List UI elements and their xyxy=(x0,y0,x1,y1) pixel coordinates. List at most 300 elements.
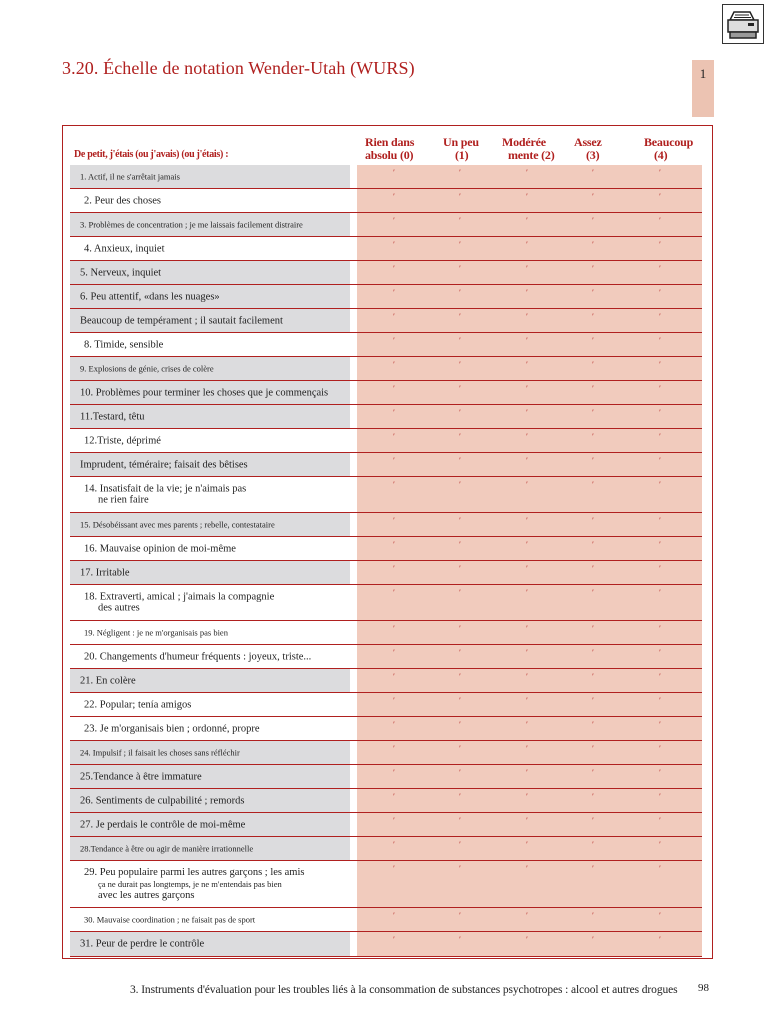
item-main-text: 3. Problèmes de concentration ; je me laissais facilement distraire xyxy=(80,218,303,229)
item-label-cell xyxy=(70,261,350,284)
answer-cells xyxy=(357,453,702,476)
item-text xyxy=(80,675,136,687)
rating-option-0[interactable]: ʹ xyxy=(393,696,395,705)
rating-option-2[interactable]: ʹ xyxy=(526,792,528,801)
rating-option-2[interactable]: ʹ xyxy=(526,648,528,657)
rating-option-2[interactable]: ʹ xyxy=(526,336,528,345)
rating-option-4[interactable]: ʹ xyxy=(659,360,661,369)
column-header xyxy=(644,136,693,162)
table-row xyxy=(70,621,702,645)
item-label-cell xyxy=(70,189,350,212)
item-main-text: 23. Je m'organisais bien ; ordonné, propre xyxy=(84,722,260,734)
item-label-cell xyxy=(70,693,350,716)
rating-option-3[interactable]: ʹ xyxy=(592,168,594,177)
rating-option-4[interactable]: ʹ xyxy=(659,768,661,777)
item-main-text: 26. Sentiments de culpabilité ; remords xyxy=(80,794,245,806)
rating-option-1[interactable]: ʹ xyxy=(459,792,461,801)
rating-option-0[interactable]: ʹ xyxy=(393,911,395,920)
item-main-text: 18. Extraverti, amical ; j'aimais la compagnie xyxy=(84,591,275,602)
table-row xyxy=(70,837,702,861)
column-header-line2: mente (2) xyxy=(508,148,555,162)
rating-option-4[interactable]: ʹ xyxy=(659,588,661,597)
item-main-text: 6. Peu attentif, «dans les nuages» xyxy=(80,290,220,302)
answer-cells xyxy=(357,717,702,740)
rating-option-0[interactable]: ʹ xyxy=(393,935,395,944)
rating-option-1[interactable]: ʹ xyxy=(459,312,461,321)
item-text xyxy=(80,363,214,375)
rating-option-2[interactable]: ʹ xyxy=(526,216,528,225)
rating-option-0[interactable]: ʹ xyxy=(393,360,395,369)
rating-option-2[interactable]: ʹ xyxy=(526,696,528,705)
item-text xyxy=(80,291,220,303)
table-row xyxy=(70,309,702,333)
rating-option-2[interactable]: ʹ xyxy=(526,672,528,681)
item-main-text: 12.Triste, déprimé xyxy=(84,434,161,446)
table-row xyxy=(70,585,702,621)
answer-cells xyxy=(357,189,702,212)
rating-option-3[interactable]: ʹ xyxy=(592,911,594,920)
item-text xyxy=(80,459,248,471)
rating-option-4[interactable]: ʹ xyxy=(659,816,661,825)
rating-option-4[interactable]: ʹ xyxy=(659,911,661,920)
rating-option-0[interactable]: ʹ xyxy=(393,216,395,225)
table-row xyxy=(70,669,702,693)
rating-option-2[interactable]: ʹ xyxy=(526,456,528,465)
rating-option-4[interactable]: ʹ xyxy=(659,432,661,441)
answer-cells xyxy=(357,908,702,931)
rating-option-3[interactable]: ʹ xyxy=(592,432,594,441)
rating-option-0[interactable]: ʹ xyxy=(393,192,395,201)
item-main-text: 28.Tendance à être ou agir de manière irrationnelle xyxy=(80,842,254,853)
rating-option-4[interactable]: ʹ xyxy=(659,480,661,489)
item-main-text: 11.Testard, têtu xyxy=(80,410,145,422)
rating-option-0[interactable]: ʹ xyxy=(393,588,395,597)
answer-cells xyxy=(357,381,702,404)
answer-cells xyxy=(357,309,702,332)
answer-cells xyxy=(357,932,702,956)
row-label-header: De petit, j'étais (ou j'avais) (ou j'étais) : xyxy=(74,149,229,160)
item-text xyxy=(80,819,245,831)
item-main-text: 20. Changements d'humeur fréquents : joyeux, triste... xyxy=(84,650,312,662)
rating-option-3[interactable]: ʹ xyxy=(592,516,594,525)
item-main-text: 5. Nerveux, inquiet xyxy=(80,266,162,278)
rating-option-1[interactable]: ʹ xyxy=(459,432,461,441)
rating-option-4[interactable]: ʹ xyxy=(659,792,661,801)
rating-option-0[interactable]: ʹ xyxy=(393,312,395,321)
item-label-cell xyxy=(70,789,350,812)
item-label-cell xyxy=(70,585,350,620)
rating-option-1[interactable]: ʹ xyxy=(459,456,461,465)
rating-option-4[interactable]: ʹ xyxy=(659,216,661,225)
table-row xyxy=(70,429,702,453)
answer-cells xyxy=(357,237,702,260)
item-text xyxy=(84,339,163,351)
rating-option-3[interactable]: ʹ xyxy=(592,935,594,944)
table-row xyxy=(70,381,702,405)
rating-option-0[interactable]: ʹ xyxy=(393,516,395,525)
rating-option-3[interactable]: ʹ xyxy=(592,480,594,489)
rating-option-0[interactable]: ʹ xyxy=(393,744,395,753)
rating-option-2[interactable]: ʹ xyxy=(526,432,528,441)
rating-option-4[interactable]: ʹ xyxy=(659,624,661,633)
rating-option-4[interactable]: ʹ xyxy=(659,408,661,417)
table-row xyxy=(70,789,702,813)
item-main-text: Beaucoup de tempérament ; il sautait facilement xyxy=(80,314,283,326)
item-text xyxy=(80,843,253,855)
rating-option-3[interactable]: ʹ xyxy=(592,540,594,549)
item-label-cell xyxy=(70,357,350,380)
rating-option-3[interactable]: ʹ xyxy=(592,588,594,597)
item-text xyxy=(84,243,165,255)
rating-option-2[interactable]: ʹ xyxy=(526,312,528,321)
item-text xyxy=(80,411,144,423)
item-main-text: 16. Mauvaise opinion de moi-même xyxy=(84,542,236,554)
item-label-cell xyxy=(70,453,350,476)
item-label-cell xyxy=(70,429,350,452)
answer-cells xyxy=(357,513,702,536)
rating-option-2[interactable]: ʹ xyxy=(526,516,528,525)
answer-cells xyxy=(357,585,702,620)
rating-option-0[interactable]: ʹ xyxy=(393,540,395,549)
rating-option-4[interactable]: ʹ xyxy=(659,744,661,753)
table-row xyxy=(70,861,702,908)
rating-option-2[interactable]: ʹ xyxy=(526,408,528,417)
column-header-line2: (1) xyxy=(455,148,469,162)
rating-option-3[interactable]: ʹ xyxy=(592,216,594,225)
page-tab: 1 xyxy=(692,60,714,117)
column-header-line2: (4) xyxy=(654,148,668,162)
rating-option-2[interactable]: ʹ xyxy=(526,168,528,177)
rating-option-1[interactable]: ʹ xyxy=(459,240,461,249)
print-button[interactable] xyxy=(722,4,764,44)
item-label-cell xyxy=(70,741,350,764)
column-header xyxy=(365,136,414,162)
table-row xyxy=(70,645,702,669)
table-row xyxy=(70,285,702,309)
rating-option-3[interactable]: ʹ xyxy=(592,816,594,825)
page-title: 3.20. Échelle de notation Wender-Utah (WURS) xyxy=(62,58,415,78)
column-header-line1: Rien dans xyxy=(365,135,415,149)
rating-option-2[interactable]: ʹ xyxy=(526,240,528,249)
rating-option-2[interactable]: ʹ xyxy=(526,360,528,369)
rating-option-1[interactable]: ʹ xyxy=(459,408,461,417)
item-label-cell xyxy=(70,561,350,584)
rating-option-1[interactable]: ʹ xyxy=(459,768,461,777)
rating-option-0[interactable]: ʹ xyxy=(393,456,395,465)
item-sub-text: des autres xyxy=(98,602,140,614)
column-header-line1: Assez xyxy=(574,135,602,149)
item-label-cell xyxy=(70,645,350,668)
item-label-cell xyxy=(70,285,350,308)
answer-cells xyxy=(357,405,702,428)
rating-option-2[interactable]: ʹ xyxy=(526,264,528,273)
rating-option-2[interactable]: ʹ xyxy=(526,935,528,944)
rating-option-2[interactable]: ʹ xyxy=(526,192,528,201)
rating-option-4[interactable]: ʹ xyxy=(659,240,661,249)
rating-option-2[interactable]: ʹ xyxy=(526,564,528,573)
rating-option-0[interactable]: ʹ xyxy=(393,480,395,489)
answer-cells xyxy=(357,333,702,356)
item-label-cell xyxy=(70,237,350,260)
rating-option-4[interactable]: ʹ xyxy=(659,312,661,321)
rating-option-3[interactable]: ʹ xyxy=(592,720,594,729)
rating-option-2[interactable]: ʹ xyxy=(526,864,528,873)
rating-option-0[interactable]: ʹ xyxy=(393,792,395,801)
rating-option-0[interactable]: ʹ xyxy=(393,336,395,345)
item-text xyxy=(84,867,304,902)
rating-option-3[interactable]: ʹ xyxy=(592,312,594,321)
rating-option-1[interactable]: ʹ xyxy=(459,216,461,225)
rating-option-4[interactable]: ʹ xyxy=(659,192,661,201)
rating-option-2[interactable]: ʹ xyxy=(526,480,528,489)
rating-option-2[interactable]: ʹ xyxy=(526,720,528,729)
rating-option-3[interactable]: ʹ xyxy=(592,696,594,705)
rating-option-4[interactable]: ʹ xyxy=(659,516,661,525)
rating-option-0[interactable]: ʹ xyxy=(393,240,395,249)
table-row xyxy=(70,189,702,213)
column-header-line2: (3) xyxy=(586,148,600,162)
rating-option-0[interactable]: ʹ xyxy=(393,624,395,633)
column-header-line1: Modérée xyxy=(502,135,546,149)
rating-option-4[interactable]: ʹ xyxy=(659,264,661,273)
rating-option-0[interactable]: ʹ xyxy=(393,288,395,297)
table-row xyxy=(70,513,702,537)
table-row xyxy=(70,453,702,477)
item-label-cell xyxy=(70,908,350,931)
item-label-cell xyxy=(70,765,350,788)
rating-option-0[interactable]: ʹ xyxy=(393,816,395,825)
rating-option-1[interactable]: ʹ xyxy=(459,624,461,633)
rating-option-2[interactable]: ʹ xyxy=(526,911,528,920)
column-header xyxy=(502,136,555,162)
column-header-line1: Beaucoup xyxy=(644,135,694,149)
item-label-cell xyxy=(70,213,350,236)
table-row xyxy=(70,765,702,789)
item-label-cell xyxy=(70,837,350,860)
item-label-cell xyxy=(70,537,350,560)
rating-option-2[interactable]: ʹ xyxy=(526,288,528,297)
rating-option-3[interactable]: ʹ xyxy=(592,288,594,297)
rating-option-3[interactable]: ʹ xyxy=(592,408,594,417)
rating-option-3[interactable]: ʹ xyxy=(592,384,594,393)
answer-cells xyxy=(357,837,702,860)
rating-option-3[interactable]: ʹ xyxy=(592,840,594,849)
item-main-text: 10. Problèmes pour terminer les choses que je commençais xyxy=(80,386,329,398)
rating-option-1[interactable]: ʹ xyxy=(459,480,461,489)
page-number: 98 xyxy=(698,982,709,994)
item-main-text: 21. En colère xyxy=(80,674,136,686)
item-text xyxy=(80,747,240,759)
column-header xyxy=(443,136,479,162)
rating-option-4[interactable]: ʹ xyxy=(659,648,661,657)
printer-icon xyxy=(726,9,760,41)
rating-option-0[interactable]: ʹ xyxy=(393,168,395,177)
item-main-text: 25.Tendance à être immature xyxy=(80,770,202,782)
rating-option-3[interactable]: ʹ xyxy=(592,360,594,369)
rating-option-3[interactable]: ʹ xyxy=(592,624,594,633)
rating-option-4[interactable]: ʹ xyxy=(659,384,661,393)
item-text xyxy=(80,171,180,183)
rating-option-1[interactable]: ʹ xyxy=(459,840,461,849)
answer-cells xyxy=(357,645,702,668)
rating-option-3[interactable]: ʹ xyxy=(592,672,594,681)
item-label-cell xyxy=(70,513,350,536)
item-text xyxy=(80,567,130,579)
rating-option-2[interactable]: ʹ xyxy=(526,744,528,753)
rating-option-2[interactable]: ʹ xyxy=(526,384,528,393)
item-main-text: 29. Peu populaire parmi les autres garçons ; les amis xyxy=(84,866,305,878)
answer-cells xyxy=(357,693,702,716)
rating-option-1[interactable]: ʹ xyxy=(459,911,461,920)
rating-option-4[interactable]: ʹ xyxy=(659,288,661,297)
item-text xyxy=(80,219,303,231)
rating-option-4[interactable]: ʹ xyxy=(659,864,661,873)
table-row xyxy=(70,261,702,285)
rating-option-0[interactable]: ʹ xyxy=(393,564,395,573)
rating-option-3[interactable]: ʹ xyxy=(592,864,594,873)
rating-option-3[interactable]: ʹ xyxy=(592,264,594,273)
rating-option-1[interactable]: ʹ xyxy=(459,264,461,273)
rating-option-4[interactable]: ʹ xyxy=(659,840,661,849)
rating-option-4[interactable]: ʹ xyxy=(659,672,661,681)
item-main-text: 9. Explosions de génie, crises de colère xyxy=(80,362,214,373)
item-text xyxy=(80,519,275,531)
rating-option-3[interactable]: ʹ xyxy=(592,648,594,657)
item-text xyxy=(80,771,202,783)
item-sub-text: avec les autres garçons xyxy=(98,889,195,901)
item-text xyxy=(84,591,274,614)
item-main-text: 4. Anxieux, inquiet xyxy=(84,242,165,254)
table-row xyxy=(70,213,702,237)
rating-option-1[interactable]: ʹ xyxy=(459,672,461,681)
rating-option-1[interactable]: ʹ xyxy=(459,648,461,657)
answer-cells xyxy=(357,285,702,308)
rating-option-3[interactable]: ʹ xyxy=(592,792,594,801)
rating-option-2[interactable]: ʹ xyxy=(526,624,528,633)
rating-option-1[interactable]: ʹ xyxy=(459,192,461,201)
rating-option-0[interactable]: ʹ xyxy=(393,432,395,441)
rating-option-3[interactable]: ʹ xyxy=(592,456,594,465)
rating-option-1[interactable]: ʹ xyxy=(459,384,461,393)
item-text xyxy=(84,651,311,663)
item-text xyxy=(80,315,283,327)
item-label-cell xyxy=(70,669,350,692)
rating-option-2[interactable]: ʹ xyxy=(526,540,528,549)
item-label-cell xyxy=(70,621,350,644)
table-row xyxy=(70,165,702,189)
table-row xyxy=(70,932,702,957)
answer-cells xyxy=(357,789,702,812)
answer-cells xyxy=(357,429,702,452)
answer-cells xyxy=(357,669,702,692)
rating-option-0[interactable]: ʹ xyxy=(393,768,395,777)
item-main-text: 17. Irritable xyxy=(80,566,130,578)
table-row xyxy=(70,813,702,837)
table-row xyxy=(70,908,702,932)
table-row xyxy=(70,717,702,741)
item-main-text: 14. Insatisfait de la vie; je n'aimais pas xyxy=(84,483,247,494)
rating-option-0[interactable]: ʹ xyxy=(393,648,395,657)
table-row xyxy=(70,333,702,357)
rating-option-3[interactable]: ʹ xyxy=(592,744,594,753)
rating-option-1[interactable]: ʹ xyxy=(459,288,461,297)
rating-option-0[interactable]: ʹ xyxy=(393,864,395,873)
answer-cells xyxy=(357,165,702,188)
rating-option-0[interactable]: ʹ xyxy=(393,672,395,681)
rating-option-1[interactable]: ʹ xyxy=(459,540,461,549)
rating-option-1[interactable]: ʹ xyxy=(459,336,461,345)
rating-option-3[interactable]: ʹ xyxy=(592,336,594,345)
table-row xyxy=(70,357,702,381)
item-label-cell xyxy=(70,309,350,332)
rating-option-4[interactable]: ʹ xyxy=(659,935,661,944)
answer-cells xyxy=(357,477,702,512)
item-main-text: 15. Désobéissant avec mes parents ; rebelle, contestataire xyxy=(80,518,275,529)
rating-option-1[interactable]: ʹ xyxy=(459,744,461,753)
answer-cells xyxy=(357,537,702,560)
rating-option-4[interactable]: ʹ xyxy=(659,168,661,177)
column-header-line1: Un peu xyxy=(443,135,479,149)
item-text xyxy=(84,483,246,506)
rating-option-3[interactable]: ʹ xyxy=(592,564,594,573)
rating-option-1[interactable]: ʹ xyxy=(459,935,461,944)
answer-cells xyxy=(357,621,702,644)
rating-option-1[interactable]: ʹ xyxy=(459,816,461,825)
rating-option-1[interactable]: ʹ xyxy=(459,168,461,177)
rating-option-4[interactable]: ʹ xyxy=(659,696,661,705)
item-main-text: 19. Négligent : je ne m'organisais pas bien xyxy=(84,626,228,637)
rating-option-4[interactable]: ʹ xyxy=(659,540,661,549)
item-label-cell xyxy=(70,381,350,404)
item-text xyxy=(80,795,244,807)
rating-option-3[interactable]: ʹ xyxy=(592,768,594,777)
rating-option-0[interactable]: ʹ xyxy=(393,384,395,393)
rating-option-1[interactable]: ʹ xyxy=(459,720,461,729)
answer-cells xyxy=(357,357,702,380)
rating-option-2[interactable]: ʹ xyxy=(526,768,528,777)
rating-option-1[interactable]: ʹ xyxy=(459,864,461,873)
rating-option-2[interactable]: ʹ xyxy=(526,816,528,825)
rating-option-2[interactable]: ʹ xyxy=(526,840,528,849)
rating-option-1[interactable]: ʹ xyxy=(459,588,461,597)
column-header-line2: absolu (0) xyxy=(365,148,414,162)
rating-option-0[interactable]: ʹ xyxy=(393,840,395,849)
answer-cells xyxy=(357,261,702,284)
table-row xyxy=(70,561,702,585)
rating-option-4[interactable]: ʹ xyxy=(659,720,661,729)
rating-option-1[interactable]: ʹ xyxy=(459,564,461,573)
rating-option-1[interactable]: ʹ xyxy=(459,516,461,525)
answer-cells xyxy=(357,741,702,764)
rating-option-0[interactable]: ʹ xyxy=(393,264,395,273)
rating-option-4[interactable]: ʹ xyxy=(659,564,661,573)
rating-option-0[interactable]: ʹ xyxy=(393,408,395,417)
rating-option-4[interactable]: ʹ xyxy=(659,336,661,345)
rating-option-1[interactable]: ʹ xyxy=(459,360,461,369)
rating-option-1[interactable]: ʹ xyxy=(459,696,461,705)
rating-option-2[interactable]: ʹ xyxy=(526,588,528,597)
item-text xyxy=(84,723,260,735)
rating-option-3[interactable]: ʹ xyxy=(592,240,594,249)
item-main-text: 31. Peur de perdre le contrôle xyxy=(80,938,205,950)
rating-option-0[interactable]: ʹ xyxy=(393,720,395,729)
item-main-text: 30. Mauvaise coordination ; ne faisait pas de sport xyxy=(84,913,256,924)
rating-option-4[interactable]: ʹ xyxy=(659,456,661,465)
item-label-cell xyxy=(70,717,350,740)
item-text xyxy=(80,938,204,950)
item-main-text: 27. Je perdais le contrôle de moi-même xyxy=(80,818,246,830)
rating-option-3[interactable]: ʹ xyxy=(592,192,594,201)
